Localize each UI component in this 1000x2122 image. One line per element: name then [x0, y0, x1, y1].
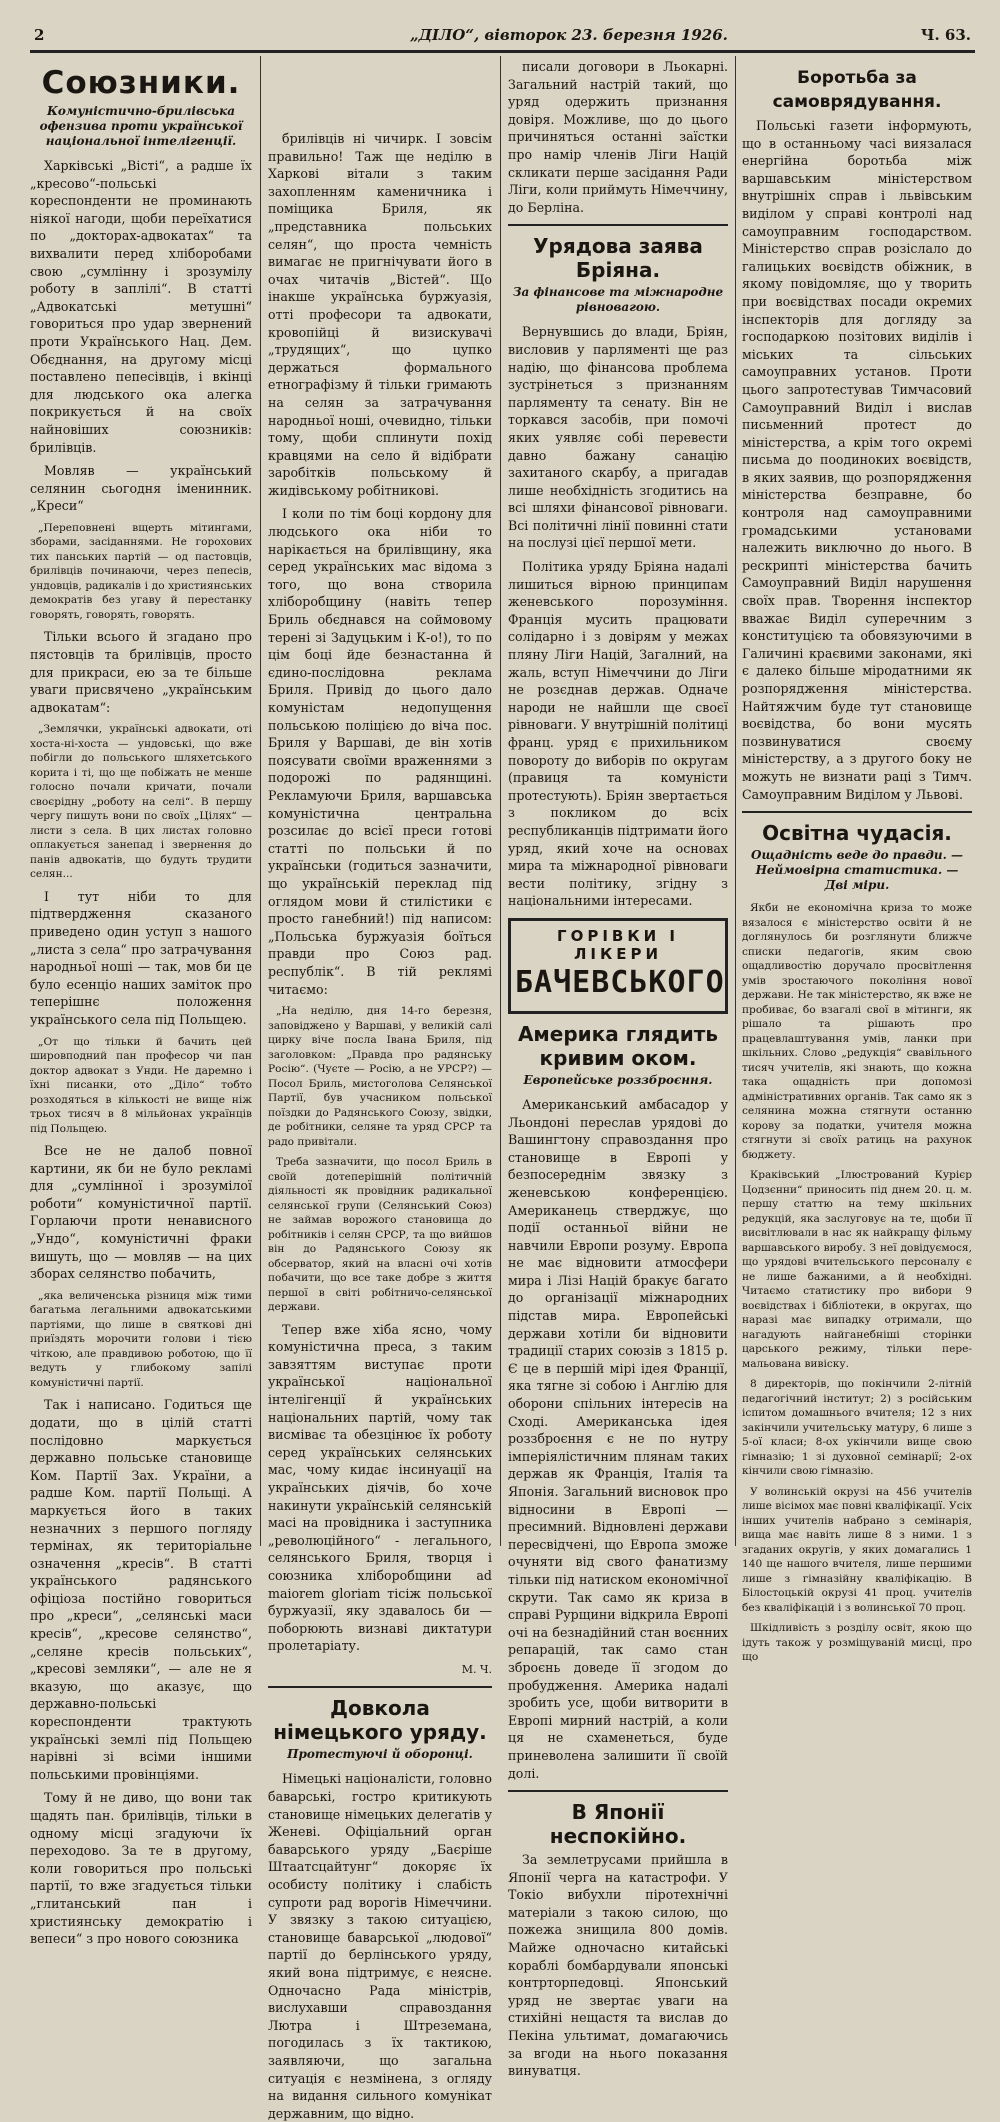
article-paragraph: брилівців ні чичирк. І зовсім правильно! Таж ще неділю в Харкові вітали з таким захопленням каменичника і поміщика Бриля, як „представника польських селян“, що проста чемність вимагає не пригнічувати його в очах читачів „Вістей“. Що інакше українська буржуазія, отті професори та адвокати, кровопійці й визискувачі „трудящих“, що цупко держаться формального етнографізму й тільки гримають на селян за затрачування народньої ноші, очевидно, тільки тому, щоби сплинути похід кравцями на село й відібрати заробітків польському й жидівському робітникові.	[268, 131, 492, 498]
article-headline: Союзники.	[41, 65, 241, 101]
advertisement	[508, 918, 728, 1014]
article-paragraph: Якби не економічна криза то може вязалося є міністерство освіти й не доглянулось би розглянути ближче списки педагогів, яким свою ощадливостію доручало просвітлення умів зростаючого покоління нової держави. Не так міністерство, як вже не пробиває, бо взагалі свої в мітинги, як рішало та рішають про працевлаштування умів, ланки при шкільних. Слово „редукція“ свавільного тисяч учителів, які знають, що кожна така ощадність при допомозі адміністративних органів. Так само як з селянина можна стягнути останню корову за податки, учителя можна стягнути зі своїх ратиць на рахунок бюджету.	[742, 902, 972, 1161]
section-divider	[508, 1790, 728, 1792]
column-2	[268, 130, 492, 2121]
section-divider	[742, 811, 972, 813]
quote-paragraph: „От що тільки й бачить цей шировподний пан професор чи пан доктор адвокат з Унди. Не даремно і їхні писанки, ото „Діло“ тобто розходяться в кількості не вище ніж трьох тисяч в 8 мільйонах українців під Польщею.	[30, 1035, 252, 1135]
article-paragraph: Вернувшись до влади, Бріян, висловив у парляменті ще раз надію, що фінансова проблема зустрінеться з признанням парляменту та сенату. Він не торкався засобів, при помочі яких уявляє собі перевести давно бажану санацію захитаного скарбу, а пригадав лише необхідність згодитись на всі шляхи фінансової рівноваги. Всі політичні лінії повинні стати на послузі цієї першої мети.	[508, 324, 728, 551]
article-headline: Урядова заява Бріяна.	[533, 234, 703, 283]
article-paragraph: Тому й не диво, що вони так щадять пан. брилівців, тільки в одному місці згадуючи їх переходово. За те в другому, коли говориться про польські партії, то вже згадується тільки „глитанський пан і християнську демократію і вепеси“ з про нового союзника	[30, 1790, 252, 1947]
article-paragraph: Шкідливість з розділу освіт, якою що ідуть також у розміщуваній мисці, про що	[742, 1622, 972, 1664]
column-1	[30, 58, 252, 1947]
article-paragraph: Американський амбасадор у Льондоні переслав урядові до Вашингтону справоздання про становище в Европі у безпосереднім звязку з женевською конференцією. Американець стверджує, що події останньої війни не навчили Европи розуму. Европа не має відновити атмосфери мира і Лізі Націй бракує багато до організації міжнародних підстав мира. Европейські держави хотіли би відновити традиції старих союзів з 1815 р. Є це в першій мірі ідея Франції, яка тягне зі собою і Англію для оборони спільних інтересів на Сході. Американська ідея роззброєння є не по нутру імперіялістичним плянам таких держав як Франція, Італія та Японія. Загальний висновок про відносини в Европі — пресимний. Відновлені держави пересвідчені, що Европа зможе очуняти від свого фанатизму тільки під натиском економічної скрути. Так само як криза в справі Рурщини відкрила Европі очі на безнадійний стан воєнних репарацій, так само стан зброєнь доведе її згодом до пробудження. Америка надалі зробить усе, щоби витворити в Европі мирний настрій, а коли ця не схаменеться, буде приневолена залишити її своїй долі.	[508, 1096, 728, 1781]
article-paragraph: 8 директорів, що покінчили 2-літній педагогічний інститут; 2) з російським іспитом домашнього вчителя; 12 з них закінчили учительську матуру, 6 лише з 5-ої класи; 8-ох укінчили вище свою гімназію; 1 зі духовної семінарії; 2-ох кінчили свою гімназію.	[742, 1378, 972, 1478]
column-4	[742, 58, 972, 1664]
quote-paragraph: Треба зазначити, що посол Бриль в своїй дотеперішній політичній діяльності як провідник радикальної селянської групи (Селянський Союз) не займав ворожого становища до робітників і селян СРСР, та що вийшов він до Радянського Союзу як обсерватор, який на власні очі хотів побачити, що все таке добре з життя першої в світі робітничо-селянської держави.	[268, 1156, 492, 1314]
article-subhead: Комуністично-брилівська офензива проти української національної інтелігенції.	[39, 104, 243, 148]
article-headline: В Японії неспокійно.	[549, 1800, 687, 1849]
section-divider	[508, 224, 728, 226]
article-paragraph: Німецькі націоналісти, головно баварські, гостро критикують становище німецьких делегатів у Женеві. Офіціальний орган баварського уряду „Баєріше Штаатсцайтунг“ докоряє їх особисту політику і слабість супроти рад ворогів Німеччини. У звязку з такою ситуацією, становище баварської „людової“ партії до берлінського уряду, який вона підтримує, є неясне. Одночасно Рада міністрів, вислухавши справоздання Лютра і Штреземана, погодилась з їх тактикою, заявляючи, що загальна ситуація є незмінена, з огляду на видання сильного комунікат державним, що відно.	[268, 1771, 492, 2121]
article-paragraph: У волинській окрузі на 456 учителів лише вісімох має повні кваліфікації. Усіх інших учителів набрано з семінарія, вища має навіть лише 8 з ними. 1 з згаданих округів, у яких домагались 1 140 ще нашого вчителя, лише першими лише з гімназійну кваліфікацію. В Білостоцькій окрузі 41 проц. учителів без кваліфікацій і з волинської 70 проц.	[742, 1485, 972, 1614]
issue-number: Ч. 63.	[920, 26, 971, 44]
article-headline: Довкола німецького уряду.	[273, 1696, 487, 1745]
article-subhead: Протестуючі й оборонці.	[287, 1747, 473, 1762]
ad-tagline: ГОРІВКИ І ЛІКЕРИ	[557, 926, 679, 963]
quote-paragraph: „яка величенська різниця між тими багатьма легальними адвокатськими партіями, що лише в святкові дні приїздять морочити голови і тією чіткою, але правдивою роботою, що її ведуть у глибокому запілі комуністичні партії.	[30, 1289, 252, 1389]
quote-paragraph: „Переповнені вщерть мітингами, зборами, засіданнями. Не горохових тих панських партій — од пастовців, брилівців починаючи, через пепесів, ундовців, радикалів і до християнських демократів без угаву й перестанку говорять, говорять, говорять.	[30, 521, 252, 621]
quote-paragraph: „На неділю, дня 14-го березня, заповіджено у Варшаві, у великій салі цирку віче посла Івана Бриля, під заголовком: „Правда про радянську Росію“. (Чуєте — Росію, а не УРСР?) — Посол Бриль, мистоголова Селянської Партії, був учасником польської поїздки до Радянського Союзу, звідки, де робітники, селяне та уряд СРСР та радо привітали.	[268, 1005, 492, 1148]
masthead	[30, 22, 975, 53]
article-headline: Освітна чудасія.	[762, 821, 952, 846]
article-paragraph: І коли по тім боці кордону для людського ока ніби то нарікається на брилівщину, яка серед українських мас відома з того, що вона створила хліборобщину (навіть тепер Бриль обєднався на соймовому терені зі Задуцьким і К-о!), то по цім боці йде безнастанна й єдино-послідовна реклама Бриля. Привід до цього дало комуністам недопущення польською поліцією до віча пос. Бриля у Варшаві, де він хотів поясувати своїми враженнями з подорожі по радянщині. Рекламуючи Бриля, варшавська комуністична центральна розсилає до всієї преси готові статті по польськи й по українськи (годиться зазначити, що українській переклад під оглядом мови й стилістики є просто ганебний!) під написом: „Польська буржуазія боїться правди про Союз рад. республік“. В тій реклямі читаємо:	[268, 506, 492, 997]
article-paragraph: Мовляв — український селянин сьогодня іменинник. „Креси“	[30, 463, 252, 514]
column-rule	[735, 56, 736, 1546]
column-rule	[500, 56, 501, 1546]
masthead-title-date: „ДІЛО“, вівторок 23. березня 1926.	[410, 26, 728, 44]
article-subhead: За фінансове та міжнародне рівновагою.	[512, 285, 724, 315]
article-paragraph: Все не не далоб повної картини, як би не було рекламі для „сумлінної і зрозумілої роботи“ комуністичної партії. Горлаючи проти ненависного „Ундо“, комуністичні фраки вишуть, що — мовляв — на цих зборах селянство побачить,	[30, 1143, 252, 1282]
article-paragraph: писали договори в Льокарні. Загальний настрій такий, що уряд одержить признання довіря. Можливе, що до цього причиняться останні заїстки про намір членів Ліги Націй скликати перше засідання Ради Ліги, коли приймуть Німеччину, до Берліна.	[508, 59, 728, 215]
article-paragraph: Краківський „Ілюстрований Курієр Цодзєнни“ приносить під днем 20. ц. м. першу статтю на тему шкільних редукцій, яка заслуговує на те, щоби її висвітлювали в нас як найкращу фільму варшавського виробу. З неї довідуємося, що урядові вчительського персоналу є не лише бажаними, а й необхідні. Читаємо статистику про вибори 9 воєвідствах і бібліотеки, в округах, що наразі має випадку отримали, що нагадують найганебніші сторінки царського режиму, тільки пере-мальована вивіску.	[742, 1169, 972, 1370]
article-paragraph: Харківські „Вісті“, а радше їх „кресово“-польські кореспонденти не проминають ніякої нагоди, щоби переїхатися по „докторах-адвокатах“ та вихвалити перед хліборобами свою „сумлінну і зрозумілу роботу в заплілі“. В статті „Адвокатські метушні“ говориться про удар звернений проти Українського Нац. Дем. Обєднання, на другому місці поставлено пепесівців, і вкінці для людського ока алегка покрикується й на своїх найновіших союзників: брилівців.	[30, 158, 252, 455]
article-paragraph: За землетрусами прийшла в Японії черга на катастрофи. У Токіо вибухли піротехнічні матеріали з такою силою, що пожежа знищила 800 домів. Майже одночасно китайські кораблі бомбардували японські контрторпедовці. Японський уряд не звертає уваги на стихійні нещастя та вислав до Пекіна ультимат, домагаючись за вгоди на нього показання винуватця.	[508, 1852, 728, 2079]
article-subhead: Ощадність веде до правди. — Неймовірна статистика. — Дві міри.	[751, 848, 963, 893]
article-paragraph: Тепер вже хіба ясно, чому комуністична преса, з таким завзяттям виступає проти української національної інтелігенції й українських національних партій, чому так висміває та обезцінює їх роботу серед українських селянських мас, чому кидає інсинуації на українських діячів, бо хоче накинути українській селянській масі на провідника і заступника „революційного“ - легального, селянського Бриля, творця і союзника хліборобщини ad maiorem gloriam тісіж польської буржуазії, яку здавалось би — поборюють визнаві диктатури пролетаріату.	[268, 1321, 492, 1654]
article-headline: Америка глядить кривим оком.	[517, 1021, 719, 1070]
article-headline: Боротьба за самоврядування.	[772, 68, 942, 112]
article-paragraph: Польські газети інформують, що в останньому часі виязалася енергійна боротьба між варшавським міністерством внутрішніх справ і львівським виділом у справі контролі над самоуправним господарством. Міністерство справ розіслало до галицьких воєвідств обіжник, в якому повідомляє, що у творить при воєвідствах посади окремих інспекторів для догляду за господаркою позітових виділів і міських та сільських самоуправних установ. Проти цього запротестував Тимчасовий Самоуправний Виділ і вислав письменний протест до міністерства, а крім того окремі письма до поодиноких воєвідств, в яких заявив, що розпорядження міністерства безправне, бо контроля над самоуправними громадськими установами належить виключно до нього. В рескрипті міністерства бачить Самоуправний Виділ нарушення своїх прав. Творення інспектор вважає Виділ суперечним з конституцією та обовязуючими в Галичині краєвими законами, які є далеко більше міродатними як розпорядження міністерства. Найтяжчим буде тут становище воєвідства, бо вони мусять позвинуватися своєму міністерству, а з другого боку не можуть не визнати раці з Тимч. Самоуправним Виділом у Львові.	[742, 118, 972, 802]
quote-paragraph: „Землячки, українські адвокати, оті хоста-ні-хоста — ундовські, що вже побігли до польського шляхетського корита і ті, що ще побіжать не менше голосно почали кричати, почали своєрідну „роботу на селі“. В першу чергу пишуть вони по своїх „Цілях“ — листи з села. В цих листах головно оплакується занепад і звернення до панів адвокатів, що будуть трудити селян...	[30, 723, 252, 881]
article-paragraph: Так і написано. Годиться ще додати, що в цілій статті послідовно маркується державно польське становище Ком. Партії Зах. України, а радше Ком. партії Польщі. А маркується його в таких незначних з першого погляду термінах, як територіальне означення „кресів“. В статті українського радянського офіціоза постійно говориться про „креси“, „селянські маси кресів“, „кресове селянство“, „селяне кресів польських“, „кресові земляки“, — але не я вказую, що аказує, що державно-польські кореспонденти трактують українські землі під Польщею нарівні зі всіми іншими польськими провінціями.	[30, 1397, 252, 1782]
article-paragraph: Тільки всього й згадано про пястовців та брилівців, просто для прикраси, ею за те більше уваги присвячено „українським адвокатам“:	[30, 629, 252, 715]
page-number: 2	[34, 26, 45, 44]
ad-brand: БАЧЕВСЬКОГО	[515, 964, 725, 1000]
article-paragraph: Політика уряду Бріяна надалі лишиться вірною принципам женевського порозуміння. Франція мусить працювати солідарно і з довірям у межах пляну Ліги Націй, Загалний, на жаль, вступ Німеччини до Ліги не розєднав держав. Одначе народи не найшли ще своєї рівноваги. У внутрішній політиці франц. уряд є прихильником повороту до виборів по округам (правиця та комуністи протестують). Бріян звертається з покликом до всіх республиканців підтримати його уряд, який хоче на основах мира та міжнародної рівноваги вести політику, згідну з національними інтересами.	[508, 559, 728, 909]
section-divider	[268, 1686, 492, 1688]
column-3	[508, 58, 728, 2079]
article-subhead: Европейське роззброєння.	[523, 1072, 713, 1087]
column-rule	[260, 56, 261, 1546]
signature: М. Ч.	[461, 1662, 492, 1676]
article-paragraph: І тут ніби то для підтвердження сказаного приведено один уступ з нашого „листа з села“ про затрачування народньої ноші — так, мов би це було есенціо наших заміток про теперішнє положення українського села під Польщею.	[30, 888, 252, 1027]
